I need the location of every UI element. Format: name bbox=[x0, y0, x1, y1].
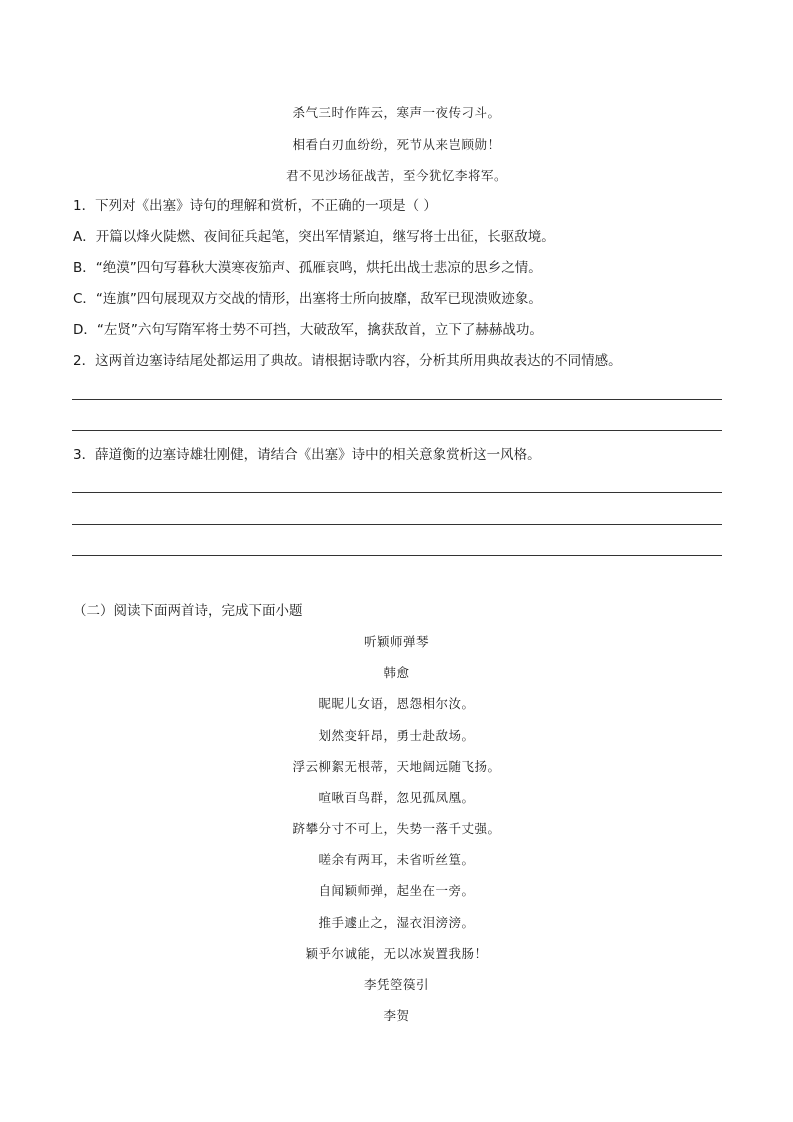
question-2-stem: 2．这两首边塞诗结尾处都运用了典故。请根据诗歌内容，分析其所用典故表达的不同情感。 bbox=[73, 353, 622, 369]
section-heading: （二）阅读下面两首诗，完成下面小题 bbox=[73, 603, 303, 619]
question-1-option-b: B．“绝漠”四句写暮秋大漠寒夜笳声、孤雁哀鸣，烘托出战士悲凉的思乡之情。 bbox=[73, 260, 542, 276]
poem2-author: 李贺 bbox=[383, 1008, 410, 1023]
question-1-stem: 1．下列对《出塞》诗句的理解和赏析，不正确的一项是（ ） bbox=[73, 198, 437, 214]
poem-line: 自闻颖师弹，起坐在一旁。 bbox=[318, 883, 475, 898]
poem-line: 昵昵儿女语，恩怨相尔汝。 bbox=[318, 696, 475, 711]
poem1-line: 杀气三时作阵云，寒声一夜传刁斗。 bbox=[292, 105, 501, 120]
poem-line: 嗟余有两耳，未省听丝篁。 bbox=[318, 852, 475, 867]
poem1-line: 相看白刃血纷纷，死节从来岂顾勋！ bbox=[292, 137, 501, 152]
answer-line bbox=[72, 524, 722, 525]
answer-line bbox=[72, 492, 722, 493]
answer-line bbox=[72, 430, 722, 431]
poem-line: 划然变轩昂，勇士赴敌场。 bbox=[318, 728, 475, 743]
question-1-option-d: D．“左贤”六句写隋军将士势不可挡，大破敌军，擒获敌首，立下了赫赫战功。 bbox=[73, 322, 543, 338]
question-1-option-c: C．“连旗”四句展现双方交战的情形，出塞将士所向披靡，敌军已现溃败迹象。 bbox=[73, 291, 542, 307]
poem-line: 喧啾百鸟群，忽见孤凤凰。 bbox=[318, 790, 475, 805]
poem2-title: 李凭箜篌引 bbox=[363, 977, 429, 992]
poem-line: 跻攀分寸不可上，失势一落千丈强。 bbox=[292, 821, 501, 836]
poem-line: 颖乎尔诚能，无以冰炭置我肠！ bbox=[305, 946, 488, 961]
answer-line bbox=[72, 399, 722, 400]
poem-line: 推手遽止之，湿衣泪滂滂。 bbox=[318, 915, 475, 930]
poem-title: 听颖师弹琴 bbox=[363, 634, 429, 649]
poem-line: 浮云柳絮无根蒂，天地阔远随飞扬。 bbox=[292, 759, 501, 774]
question-3-stem: 3．薛道衡的边塞诗雄壮刚健，请结合《出塞》诗中的相关意象赏析这一风格。 bbox=[73, 447, 541, 463]
answer-line bbox=[72, 555, 722, 556]
poem1-line: 君不见沙场征战苦，至今犹忆李将军。 bbox=[285, 168, 507, 183]
poem-author: 韩愈 bbox=[383, 665, 410, 680]
question-1-option-a: A．开篇以烽火陡燃、夜间征兵起笔，突出军情紧迫，继写将士出征，长驱敌境。 bbox=[73, 229, 555, 245]
